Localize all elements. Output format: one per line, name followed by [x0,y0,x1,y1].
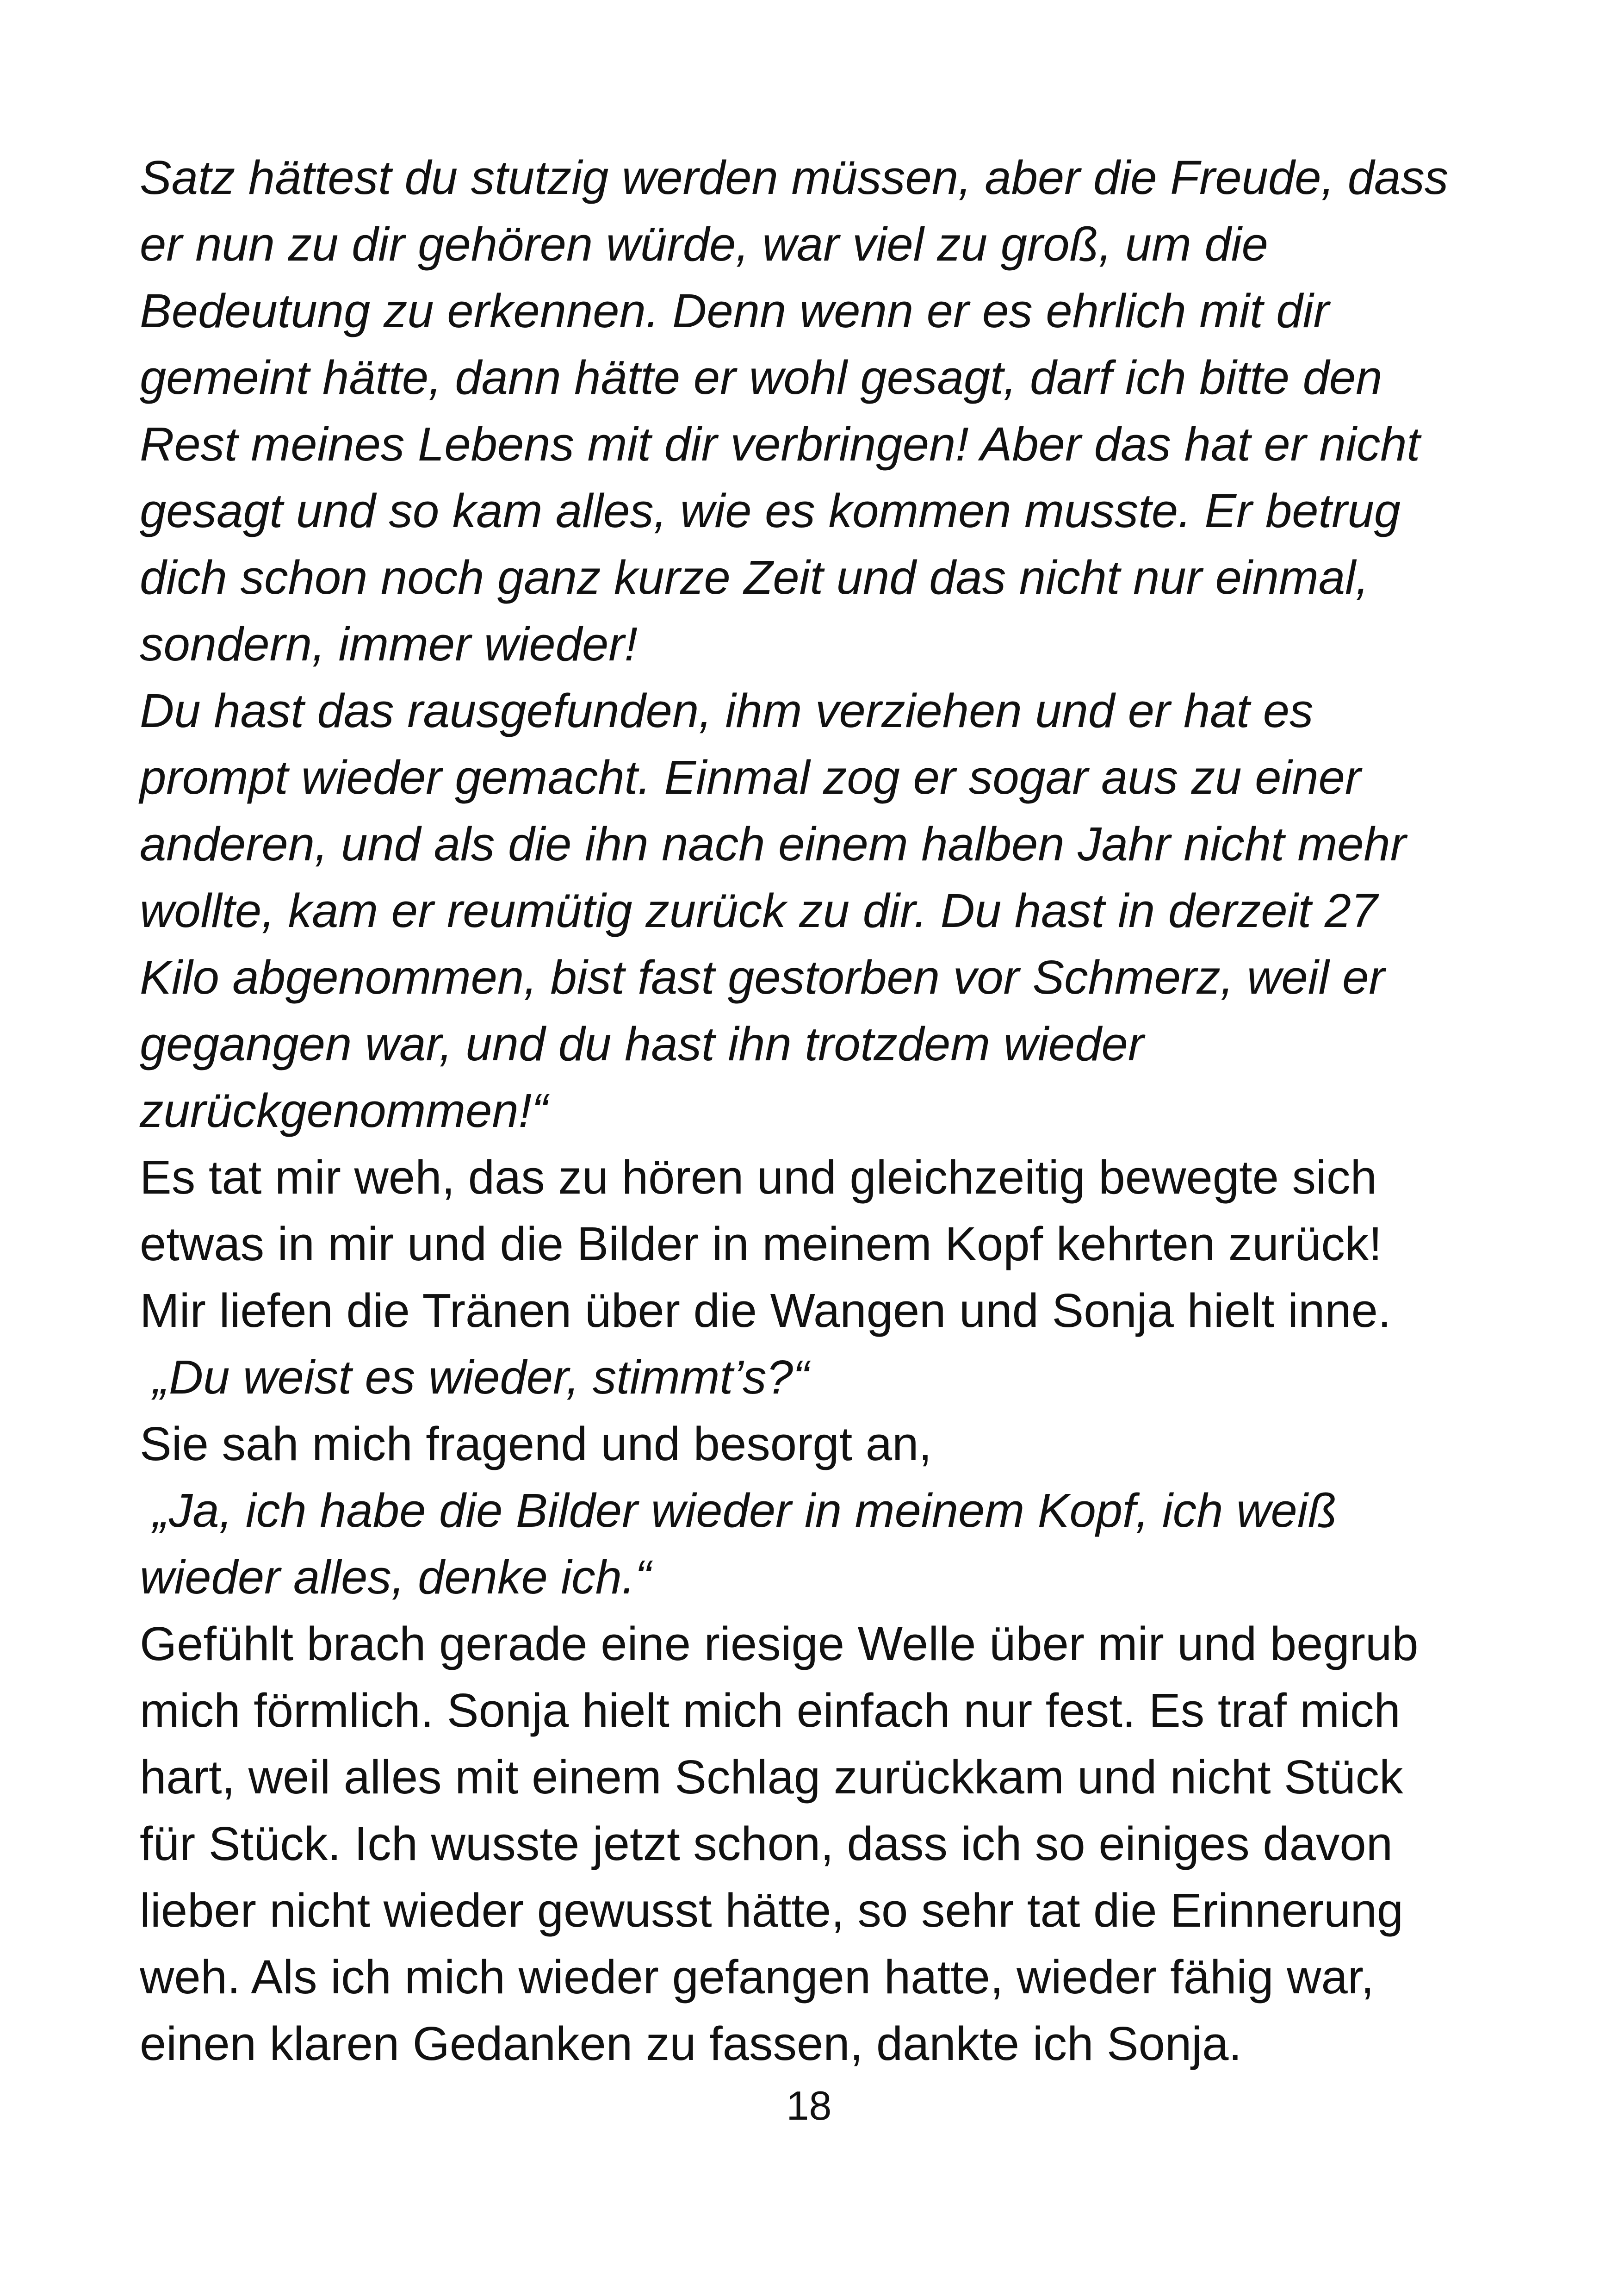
text-line: wieder alles, denke ich.“ [140,1550,651,1604]
text-line: gegangen war, und du hast ihn trotzdem wieder [140,1017,1144,1070]
text-line: Gefühlt brach gerade eine riesige Welle über mir und begrub [140,1617,1419,1670]
text-line: sondern, immer wieder! [140,617,638,671]
text-line: für Stück. Ich wusste jetzt schon, dass ich so einiges davon [140,1817,1393,1870]
text-line: gesagt und so kam alles, wie es kommen musste. Er betrug [140,484,1401,537]
text-line: Bedeutung zu erkennen. Denn wenn er es ehrlich mit dir [140,284,1329,337]
body-text [140,144,1528,2077]
text-line: Rest meines Lebens mit dir verbringen! Aber das hat er nicht [140,417,1420,471]
text-line: hart, weil alles mit einem Schlag zurückkam und nicht Stück [140,1750,1403,1804]
text-line: gemeint hätte, dann hätte er wohl gesagt, darf ich bitte den [140,351,1382,404]
text-line: „Ja, ich habe die Bilder wieder in meinem Kopf, ich weiß [140,1484,1337,1537]
text-line: weh. Als ich mich wieder gefangen hatte, wieder fähig war, [140,1950,1375,2004]
text-line: prompt wieder gemacht. Einmal zog er sogar aus zu einer [140,751,1361,804]
text-line: Satz hättest du stutzig werden müssen, aber die Freude, dass [140,151,1449,204]
text-line: Es tat mir weh, das zu hören und gleichzeitig bewegte sich [140,1151,1377,1204]
text-line: „Du weist es wieder, stimmt’s?“ [140,1350,809,1404]
text-line: etwas in mir und die Bilder in meinem Kopf kehrten zurück! [140,1217,1382,1270]
text-line: Mir liefen die Tränen über die Wangen und Sonja hielt inne. [140,1284,1391,1337]
text-line: wollte, kam er reumütig zurück zu dir. Du hast in derzeit 27 [140,884,1378,937]
text-line: Sie sah mich fragend und besorgt an, [140,1417,932,1470]
text-line: Kilo abgenommen, bist fast gestorben vor Schmerz, weil er [140,951,1385,1004]
text-line: anderen, und als die ihn nach einem halben Jahr nicht mehr [140,817,1406,871]
text-line: lieber nicht wieder gewusst hätte, so sehr tat die Erinnerung [140,1884,1404,1937]
page-number: 18 [786,2083,832,2128]
text-line: er nun zu dir gehören würde, war viel zu groß, um die [140,218,1268,271]
text-line: mich förmlich. Sonja hielt mich einfach nur fest. Es traf mich [140,1684,1401,1737]
text-line: Du hast das rausgefunden, ihm verziehen und er hat es [140,684,1314,737]
text-line: einen klaren Gedanken zu fassen, dankte ich Sonja. [140,2017,1242,2070]
text-line: dich schon noch ganz kurze Zeit und das nicht nur einmal, [140,551,1369,604]
text-line: zurückgenommen!“ [140,1084,548,1137]
